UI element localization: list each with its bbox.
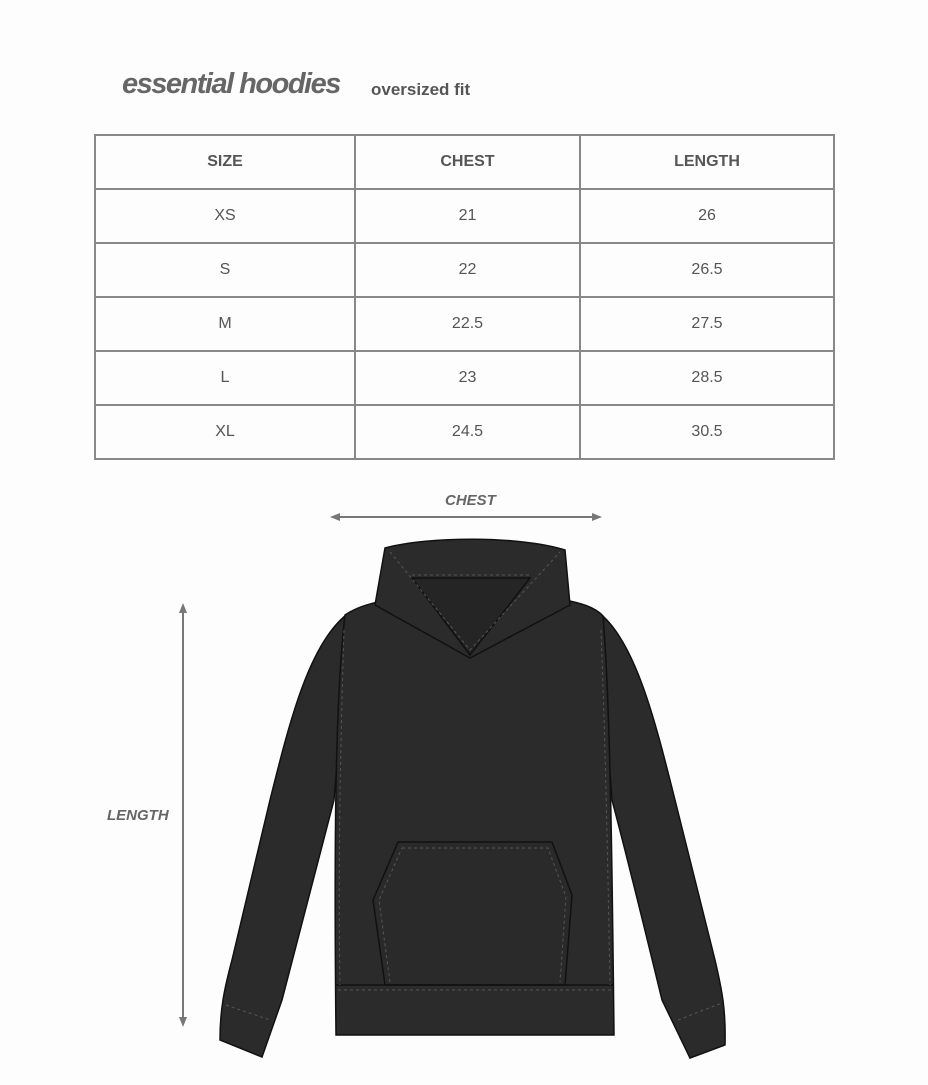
chest-label: CHEST: [445, 492, 496, 509]
column-header-size: SIZE: [95, 135, 355, 189]
length-cell: 27.5: [580, 297, 834, 351]
hoodie-illustration: [220, 539, 725, 1058]
length-label: LENGTH: [107, 807, 169, 824]
left-sleeve: [220, 612, 350, 1057]
chest-cell: 21: [355, 189, 580, 243]
fit-subtitle: oversized fit: [371, 80, 471, 99]
chest-cell: 23: [355, 351, 580, 405]
length-cell: 26: [580, 189, 834, 243]
column-header-length: LENGTH: [580, 135, 834, 189]
size-cell: XS: [95, 189, 355, 243]
length-cell: 26.5: [580, 243, 834, 297]
column-header-chest: CHEST: [355, 135, 580, 189]
length-cell: 28.5: [580, 351, 834, 405]
size-cell: XL: [95, 405, 355, 459]
size-cell: S: [95, 243, 355, 297]
chest-arrow: [330, 513, 602, 521]
length-cell: 30.5: [580, 405, 834, 459]
front-pocket: [373, 842, 572, 985]
length-arrow: [179, 603, 187, 1027]
brand-title: essential hoodies: [122, 68, 340, 100]
chest-cell: 22: [355, 243, 580, 297]
size-cell: M: [95, 297, 355, 351]
size-cell: L: [95, 351, 355, 405]
right-sleeve: [598, 612, 725, 1058]
chest-cell: 22.5: [355, 297, 580, 351]
chest-cell: 24.5: [355, 405, 580, 459]
